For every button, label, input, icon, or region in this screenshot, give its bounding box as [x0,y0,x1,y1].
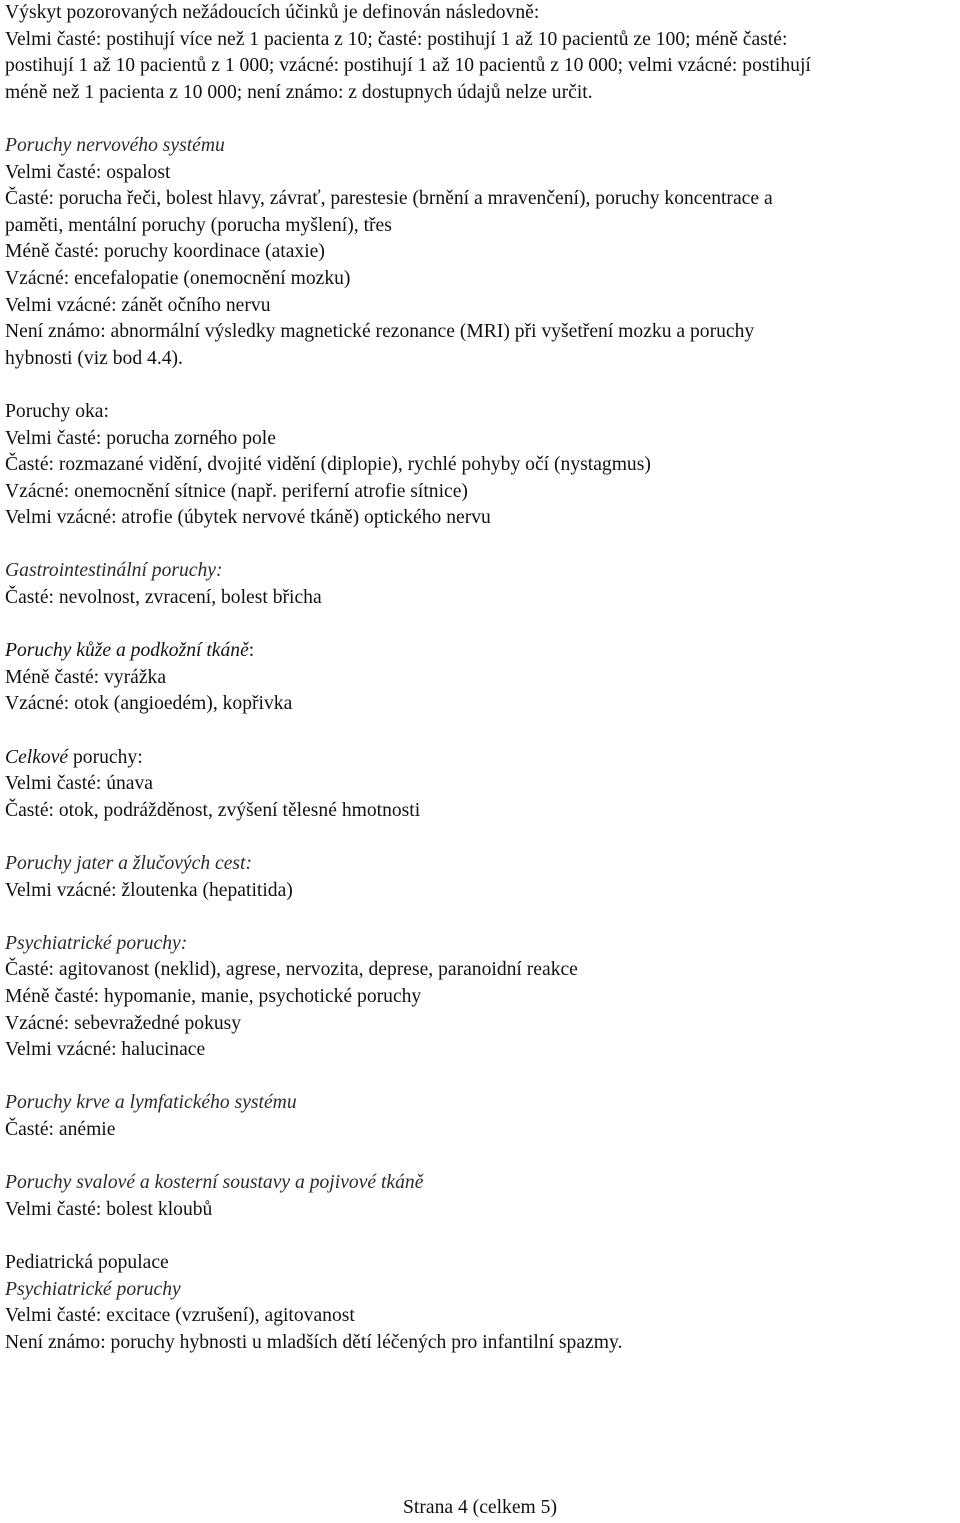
section-heading: Poruchy nervového systému [5,134,225,156]
spacer [5,372,957,399]
section-line: Časté: agitovanost (neklid), agrese, nervozita, deprese, paranoidní reakce [5,959,578,981]
section-line: Velmi vzácné: žloutenka (hepatitida) [5,879,293,901]
section-line: Velmi časté: excitace (vzrušení), agitovanost [5,1305,355,1327]
section-heading: Poruchy jater a žlučových cest: [5,853,253,874]
section-line: Méně časté: vyrážka [5,666,167,688]
section-heading: Gastrointestinální poruchy: [5,560,223,582]
section-line: Méně časté: poruchy koordinace (ataxie) [5,241,325,263]
section-eye [5,399,957,532]
section-heading [5,638,957,665]
section-blood [5,1090,957,1143]
section-heading: Poruchy svalové a kosterní soustavy a pojivové tkáně [5,1172,424,1194]
intro-line: Výskyt pozorovaných nežádoucích účinků je definován následovně: [5,2,540,23]
section-skin [5,638,957,718]
spacer [5,1064,957,1091]
section-line: Časté: nevolnost, zvracení, bolest břicha [5,587,322,609]
section-psychiatric [5,931,957,1064]
spacer [5,1223,957,1250]
section-line: Velmi časté: porucha zorného pole [5,427,276,449]
spacer [5,532,957,559]
section-line: Časté: anémie [5,1118,116,1140]
spacer [5,106,957,133]
section-line: paměti, mentální poruchy (porucha myšlení), třes [5,214,392,236]
spacer [5,718,957,745]
section-heading-italic: Celkové [5,746,69,768]
section-heading-suffix: poruchy: [68,746,143,768]
document-page [5,0,957,1356]
section-heading: Poruchy oka: [5,400,109,422]
section-heading [5,745,957,772]
section-line: Velmi vzácné: atrofie (úbytek nervové tkáně) optického nervu [5,507,491,529]
spacer [5,612,957,639]
section-line: Časté: otok, podrážděnost, zvýšení tělesné hmotnosti [5,799,421,821]
spacer [5,904,957,931]
spacer [5,824,957,851]
section-line: Vzácné: onemocnění sítnice (např. periferní atrofie sítnice) [5,480,468,502]
section-line: hybnosti (viz bod 4.4). [5,347,183,369]
section-liver [5,851,957,904]
section-line: Není známo: poruchy hybnosti u mladších dětí léčených pro infantilní spazmy. [5,1331,623,1353]
intro-line: Velmi časté: postihují více než 1 pacienta z 10; časté: postihují 1 až 10 pacientů ze 100; méně časté: [5,28,788,50]
page-footer: Strana 4 (celkem 5) [403,1497,557,1518]
section-musculoskeletal [5,1170,957,1223]
section-heading-suffix: : [248,640,255,662]
section-heading: Psychiatrické poruchy: [5,932,188,954]
section-line: Vzácné: otok (angioedém), kopřivka [5,693,293,715]
section-line: Časté: rozmazané vidění, dvojité vidění (diplopie), rychlé pohyby očí (nystagmus) [5,454,651,476]
intro-line: postihují 1 až 10 pacientů z 1 000; vzácné: postihují 1 až 10 pacientů z 10 000; velmi vzácné: postihují [5,55,811,77]
section-line: Vzácné: sebevražedné pokusy [5,1012,242,1034]
section-line: Velmi časté: ospalost [5,161,171,183]
intro-paragraph [5,0,957,106]
section-heading-italic: Poruchy kůže a podkožní tkáně [5,640,249,662]
section-line: Velmi vzácné: zánět očního nervu [5,294,271,316]
intro-line: méně než 1 pacienta z 10 000; není známo: z dostupnych údajů nelze určit. [5,81,593,103]
section-line: Časté: porucha řeči, bolest hlavy, závrať, parestesie (brnění a mravenčení), poruchy koncentrace a [5,188,773,210]
spacer [5,1144,957,1171]
section-gastrointestinal [5,558,957,611]
section-nervous-system [5,133,957,372]
section-heading: Poruchy krve a lymfatického systému [5,1092,297,1114]
section-line: Méně časté: hypomanie, manie, psychotické poruchy [5,985,422,1007]
section-line: Vzácné: encefalopatie (onemocnění mozku) [5,267,351,289]
section-line: Velmi časté: únava [5,773,153,795]
section-line: Není známo: abnormální výsledky magnetické rezonance (MRI) při vyšetření mozku a poruchy [5,321,755,343]
section-line: Velmi časté: bolest kloubů [5,1198,213,1220]
section-subheading: Psychiatrické poruchy [5,1278,181,1300]
section-line: Velmi vzácné: halucinace [5,1039,206,1061]
section-pediatric [5,1250,957,1356]
section-heading: Pediatrická populace [5,1251,169,1273]
section-general [5,745,957,825]
